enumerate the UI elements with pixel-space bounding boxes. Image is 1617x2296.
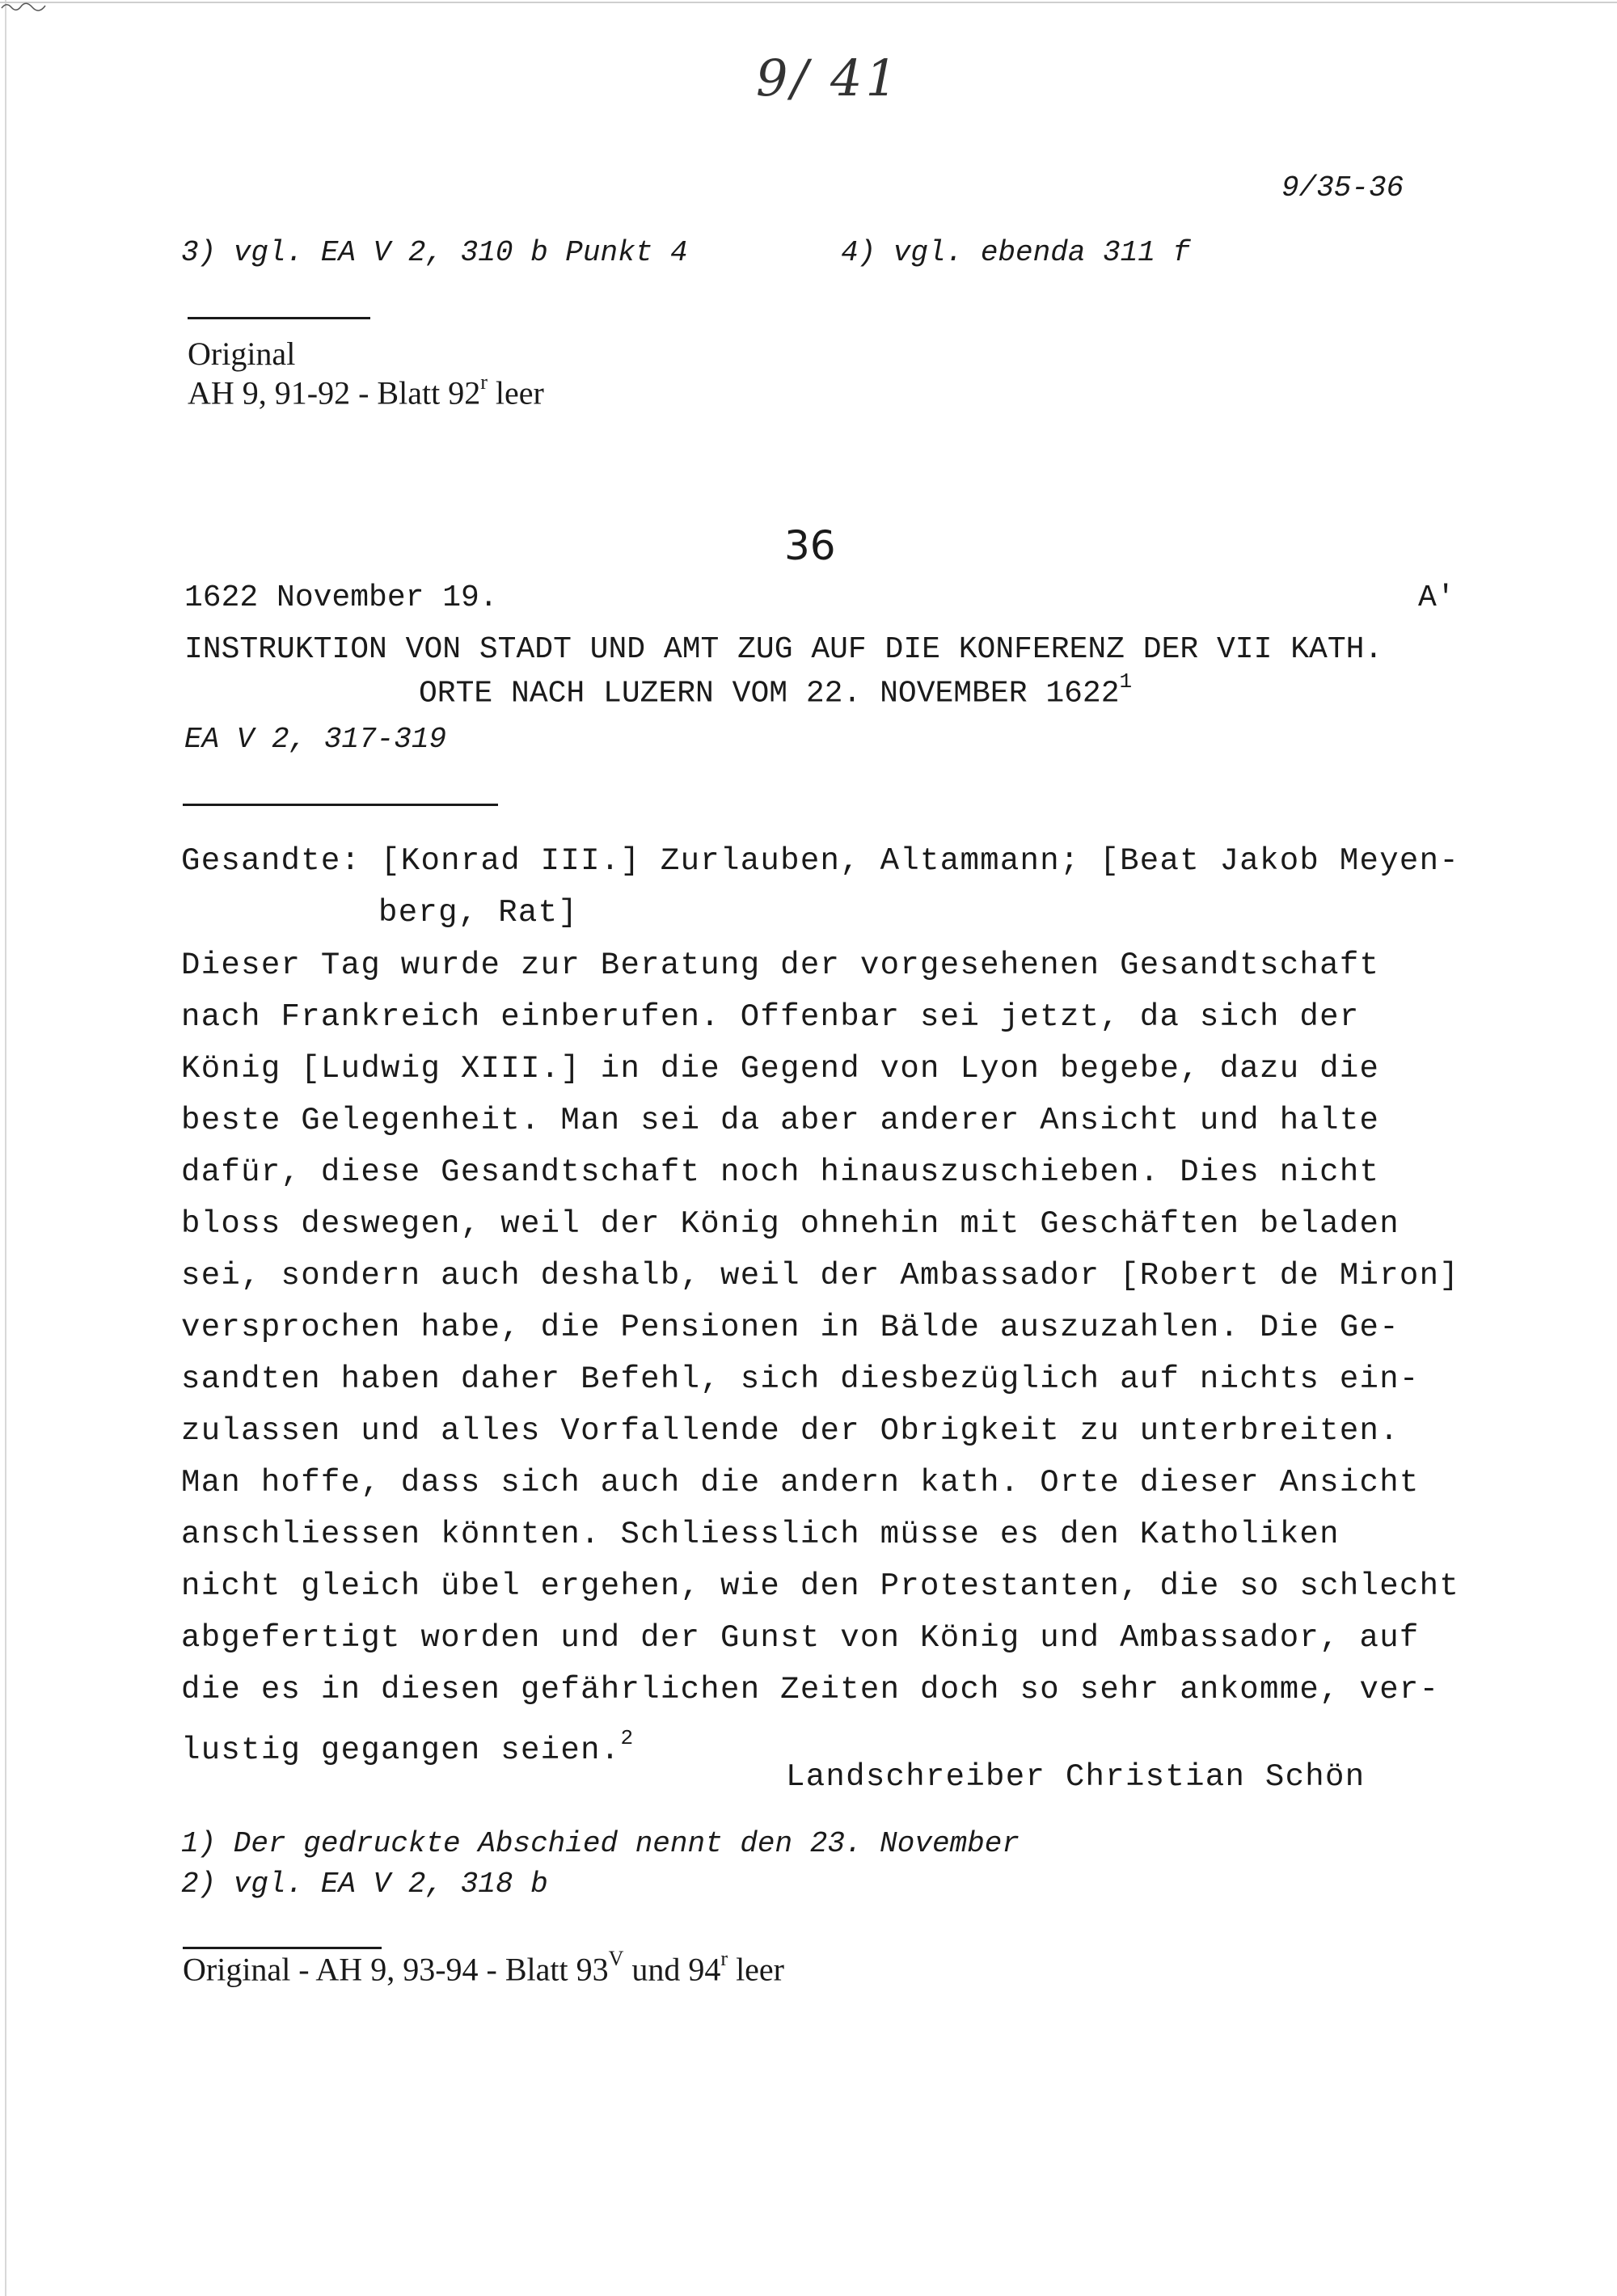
series-mark: A' <box>1418 580 1455 615</box>
body-line: sei, sondern auch deshalb, weil der Ambassador [Robert de Miron] <box>181 1258 1460 1294</box>
document-title-line2 <box>419 669 1133 711</box>
body-line: sandten haben daher Befehl, sich diesbezüglich auf nichts ein- <box>181 1361 1420 1397</box>
body-line: versprochen habe, die Pensionen in Bälde auszuzahlen. Die Ge- <box>181 1310 1400 1345</box>
source-sup-verso: V <box>608 1947 624 1970</box>
body-line: bloss deswegen, weil der König ohnehin mit Geschäften beladen <box>181 1206 1400 1242</box>
source-sup-recto: r <box>720 1947 728 1970</box>
prev-source-citation <box>188 370 544 412</box>
body-line: dafür, diese Gesandtschaft noch hinauszuschieben. Dies nicht <box>181 1154 1380 1190</box>
source-citation <box>183 1947 785 1988</box>
envoys-line2: berg, Rat] <box>378 895 579 931</box>
body-line: König [Ludwig XIII.] in die Gegend von Lyon begebe, dazu die <box>181 1051 1380 1087</box>
body-line: nicht gleich übel ergehen, wie den Protestanten, die so schlecht <box>181 1568 1460 1604</box>
scan-edge-top <box>0 2 1617 3</box>
body-line: anschliessen könnten. Schliesslich müsse es den Katholiken <box>181 1517 1340 1552</box>
page-reference: 9/35-36 <box>1281 171 1404 205</box>
body-line: Dieser Tag wurde zur Beratung der vorgesehenen Gesandtschaft <box>181 948 1380 983</box>
footnote-2: 2) vgl. EA V 2, 318 b <box>181 1868 548 1901</box>
source-text: Original - AH 9, 93-94 - Blatt 93 <box>183 1951 609 1988</box>
footnote-4: 4) vgl. ebenda 311 f <box>841 236 1191 269</box>
section-divider <box>183 804 498 806</box>
body-line: Man hoffe, dass sich auch die andern kath. Orte dieser Ansicht <box>181 1465 1420 1500</box>
envoys-block <box>181 835 1507 939</box>
edition-reference: EA V 2, 317-319 <box>184 723 447 756</box>
prev-source-suffix: leer <box>487 374 544 412</box>
source-middle: und 94 <box>623 1951 721 1988</box>
footnote-divider <box>188 317 370 319</box>
prev-source-label: Original <box>188 336 296 372</box>
scan-edge-left <box>5 0 6 2296</box>
source-divider <box>183 1947 382 1949</box>
body-line: zulassen und alles Vorfallende der Obrigkeit zu unterbreiten. <box>181 1413 1400 1449</box>
body-last-line-text: lustig gegangen seien. <box>181 1733 621 1768</box>
footnote-3: 3) vgl. EA V 2, 310 b Punkt 4 <box>181 236 688 269</box>
corner-mark-icon <box>0 0 57 15</box>
signature: Landschreiber Christian Schön <box>786 1759 1366 1795</box>
document-body <box>181 939 1507 1776</box>
title-footnote-ref: 1 <box>1119 669 1133 694</box>
body-footnote-ref: 2 <box>620 1726 635 1750</box>
source-suffix: leer <box>728 1951 785 1988</box>
prev-source-text: AH 9, 91-92 - Blatt 92 <box>188 374 481 412</box>
document-number: 36 <box>784 522 836 569</box>
title-line2-text: ORTE NACH LUZERN VOM 22. NOVEMBER 1622 <box>419 676 1120 711</box>
document-date: 1622 November 19. <box>184 580 498 615</box>
prev-source-sup: r <box>480 370 488 394</box>
footnote-1: 1) Der gedruckte Abschied nennt den 23. November <box>181 1827 1020 1860</box>
document-title-line1: INSTRUKTION VON STADT UND AMT ZUG AUF DIE KONFERENZ DER VII KATH. <box>184 632 1383 667</box>
body-line: abgefertigt worden und der Gunst von König und Ambassador, auf <box>181 1620 1420 1656</box>
body-line: nach Frankreich einberufen. Offenbar sei jetzt, da sich der <box>181 999 1360 1035</box>
handwritten-folio-number: 9/ 41 <box>756 49 901 108</box>
body-line: die es in diesen gefährlichen Zeiten doch so sehr ankomme, ver- <box>181 1672 1440 1707</box>
envoys-line1: Gesandte: [Konrad III.] Zurlauben, Altammann; [Beat Jakob Meyen- <box>181 843 1460 879</box>
body-line: beste Gelegenheit. Man sei da aber anderer Ansicht und halte <box>181 1103 1380 1138</box>
